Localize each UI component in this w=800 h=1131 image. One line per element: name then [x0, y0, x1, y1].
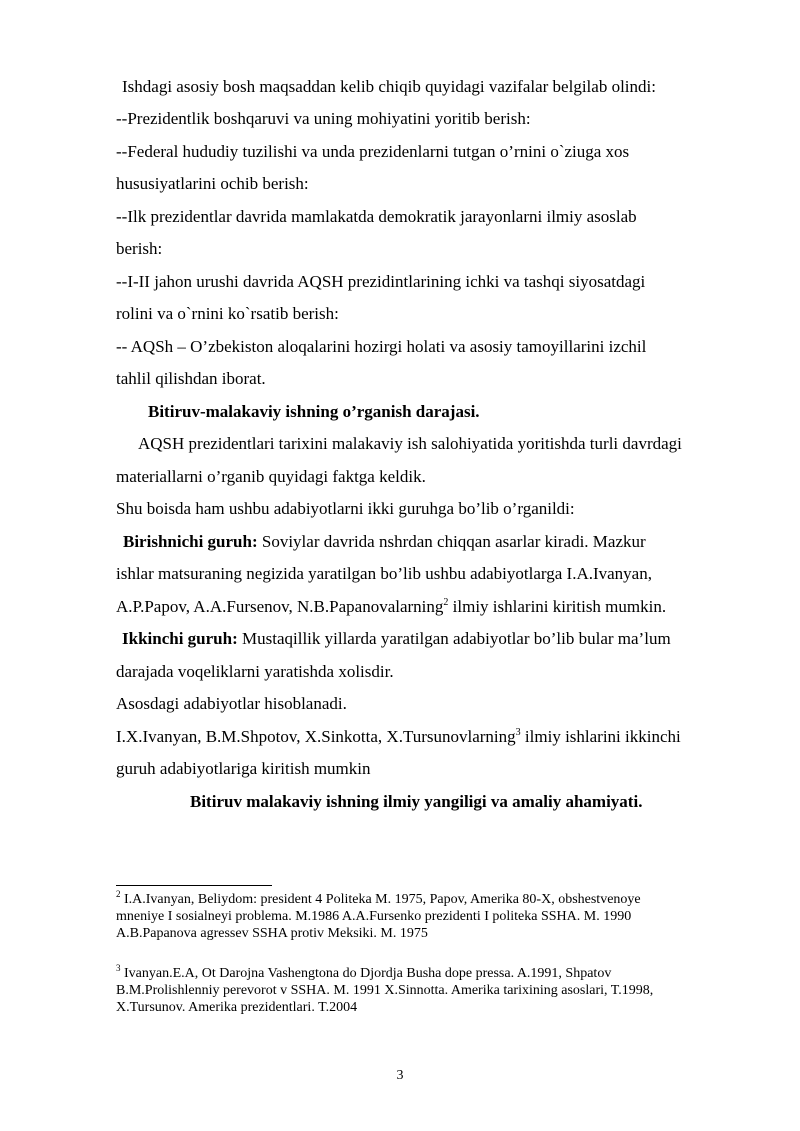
task-item: -- AQSh – O’zbekiston aloqalarini hozirgi holati va asosiy tamoyillarini izchil: [116, 337, 647, 356]
authors-list-tail: ilmiy ishlarini kiritish mumkin.: [448, 597, 667, 616]
body-paragraph: [116, 727, 681, 747]
group-one-paragraph: [123, 532, 646, 552]
footnote-3-line: X.Tursunov. Amerika prezidentlari. T.2004: [116, 1000, 358, 1015]
task-item: --Prezidentlik boshqaruvi va uning mohiyatini yoritib berish:: [116, 109, 531, 128]
page-number: 3: [396, 1068, 404, 1083]
footnote-ref-3: 3: [515, 727, 521, 738]
footnote-3-line: B.M.Prolishlenniy perevorot v SSHA. M. 1991 X.Sinnotta. Amerika tarixining asoslari, T.1998,: [116, 983, 654, 998]
task-item-continuation: rolini va o`rnini ko`rsatib berish:: [116, 304, 339, 323]
footnote-2-line: mneniye I sosialneyi problema. M.1986 A.A.Fursenko prezidenti I politeka SSHA. M. 1990: [116, 909, 632, 924]
task-item-continuation: tahlil qilishdan iborat.: [116, 369, 266, 388]
authors-list: A.P.Papov, A.A.Fursenov, N.B.Papanovalarning: [116, 597, 444, 616]
body-paragraph: darajada voqeliklarni yaratishda xolisdir.: [116, 662, 394, 681]
body-paragraph: Asosdagi adabiyotlar hisoblanadi.: [116, 694, 347, 713]
footnote-2-line: A.B.Papanova agressev SSHA protiv Meksiki. M. 1975: [116, 926, 428, 941]
group-two-label: Ikkinchi guruh:: [122, 629, 238, 648]
task-item-continuation: berish:: [116, 239, 163, 258]
section-heading: Bitiruv malakaviy ishning ilmiy yangiligi va amaliy ahamiyati.: [190, 792, 643, 811]
footnote-mark-3: 3: [116, 963, 121, 973]
body-paragraph: [116, 597, 666, 617]
body-paragraph: materiallarni o’rganib quyidagi faktga keldik.: [116, 467, 426, 486]
body-paragraph: ishlar matsuraning negizida yaratilgan bo’lib ushbu adabiyotlarga I.A.Ivanyan,: [116, 564, 652, 583]
authors-list-tail: ilmiy ishlarini ikkinchi: [520, 727, 681, 746]
footnote-text: Ivanyan.E.A, Ot Darojna Vashengtona do Djordja Busha dope pressa. A.1991, Shpatov: [120, 966, 612, 981]
footnote-text: I.A.Ivanyan, Beliydom: president 4 Politeka M. 1975, Papov, Amerika 80-X, obshestvenoye: [120, 892, 641, 907]
authors-list: I.X.Ivanyan, B.M.Shpotov, X.Sinkotta, X.Tursunovlarning: [116, 727, 516, 746]
footnote-separator: [116, 885, 272, 886]
group-one-text: Soviylar davrida nshrdan chiqqan asarlar kiradi. Mazkur: [257, 532, 646, 551]
group-one-label: Birishnichi guruh:: [123, 532, 258, 551]
task-item: --Ilk prezidentlar davrida mamlakatda demokratik jarayonlarni ilmiy asoslab: [116, 207, 637, 226]
footnote-mark-2: 2: [116, 889, 121, 899]
task-item: --Federal hududiy tuzilishi va unda prezidenlarni tutgan o’rnini o`ziuga xos: [116, 142, 630, 161]
body-paragraph: AQSH prezidentlari tarixini malakaviy ish salohiyatida yoritishda turli davrdagi: [138, 434, 682, 453]
group-two-text: Mustaqillik yillarda yaratilgan adabiyotlar bo’lib bular ma’lum: [237, 629, 671, 648]
body-paragraph: Shu boisda ham ushbu adabiyotlarni ikki guruhga bo’lib o’rganildi:: [116, 499, 575, 518]
group-two-paragraph: [122, 629, 671, 649]
section-heading: Bitiruv-malakaviy ishning o’rganish darajasi.: [148, 402, 480, 421]
footnote-ref-2: 2: [443, 597, 449, 608]
intro-paragraph: Ishdagi asosiy bosh maqsaddan kelib chiqib quyidagi vazifalar belgilab olindi:: [122, 77, 656, 96]
footnote-2: [116, 891, 641, 908]
task-item-continuation: hususiyatlarini ochib berish:: [116, 174, 309, 193]
task-item: --I-II jahon urushi davrida AQSH prezidintlarining ichki va tashqi siyosatdagi: [116, 272, 646, 291]
body-paragraph: guruh adabiyotlariga kiritish mumkin: [116, 759, 371, 778]
footnote-3: [116, 965, 611, 982]
